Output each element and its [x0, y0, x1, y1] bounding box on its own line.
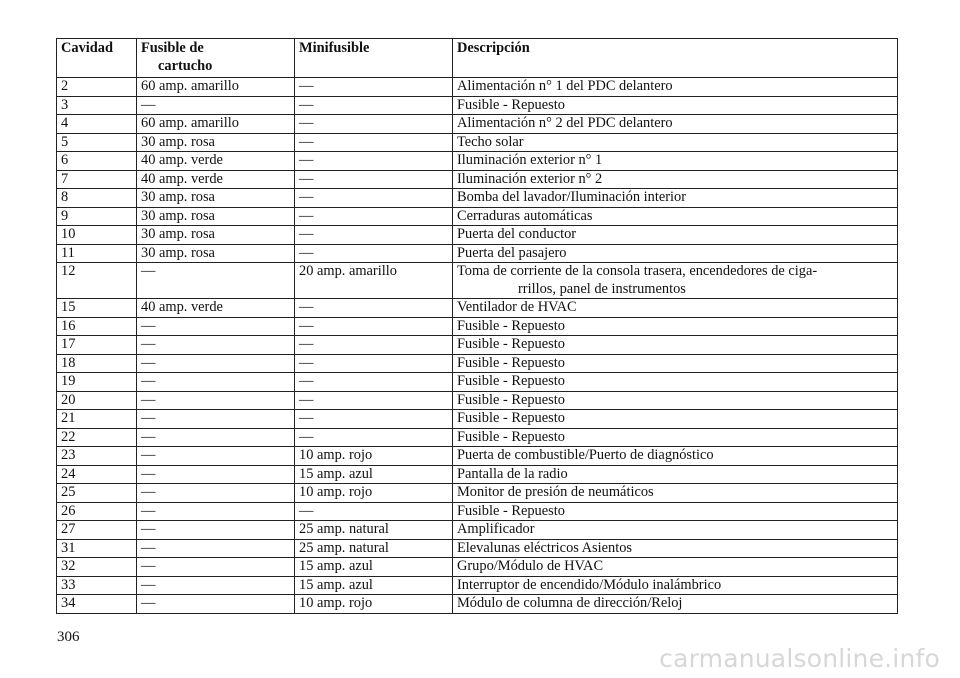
cell-minifusible: 15 amp. azul	[295, 576, 453, 595]
cell-minifusible: —	[295, 189, 453, 208]
cell-descripcion	[453, 263, 898, 299]
cell-minifusible: —	[295, 317, 453, 336]
cell-minifusible: —	[295, 336, 453, 355]
cell-minifusible: —	[295, 391, 453, 410]
cell-minifusible: —	[295, 428, 453, 447]
cell-cavidad: 31	[57, 539, 137, 558]
cell-fusible-cartucho: —	[137, 576, 295, 595]
cell-descripcion: Fusible - Repuesto	[453, 502, 898, 521]
table-row	[57, 447, 898, 466]
cell-cavidad: 6	[57, 152, 137, 171]
table-row	[57, 115, 898, 134]
cell-cavidad: 19	[57, 373, 137, 392]
cell-minifusible: —	[295, 96, 453, 115]
cell-minifusible: —	[295, 502, 453, 521]
table-row	[57, 152, 898, 171]
cell-cavidad: 7	[57, 170, 137, 189]
cell-cavidad: 24	[57, 465, 137, 484]
cell-minifusible: —	[295, 299, 453, 318]
cell-minifusible: 15 amp. azul	[295, 558, 453, 577]
header-descripcion: Descripción	[453, 39, 898, 78]
table-row	[57, 373, 898, 392]
table-row	[57, 133, 898, 152]
cell-fusible-cartucho: —	[137, 336, 295, 355]
cell-minifusible: —	[295, 226, 453, 245]
header-fusible-line1: Fusible de	[141, 40, 204, 56]
cell-descripcion: Iluminación exterior n° 2	[453, 170, 898, 189]
cell-minifusible: —	[295, 152, 453, 171]
cell-descripcion: Fusible - Repuesto	[453, 373, 898, 392]
cell-fusible-cartucho: 30 amp. rosa	[137, 226, 295, 245]
cell-descripcion: Monitor de presión de neumáticos	[453, 484, 898, 503]
cell-descripcion: Puerta del conductor	[453, 226, 898, 245]
cell-minifusible: —	[295, 115, 453, 134]
cell-minifusible: —	[295, 244, 453, 263]
cell-cavidad: 11	[57, 244, 137, 263]
cell-descripcion: Interruptor de encendido/Módulo inalámbrico	[453, 576, 898, 595]
table-row	[57, 244, 898, 263]
cell-descripcion: Fusible - Repuesto	[453, 336, 898, 355]
cell-cavidad: 25	[57, 484, 137, 503]
cell-fusible-cartucho: 30 amp. rosa	[137, 207, 295, 226]
cell-minifusible: —	[295, 354, 453, 373]
cell-descripcion: Elevalunas eléctricos Asientos	[453, 539, 898, 558]
cell-minifusible: 25 amp. natural	[295, 539, 453, 558]
watermark: carmanualsonline.info	[659, 644, 940, 673]
cell-minifusible: —	[295, 410, 453, 429]
cell-cavidad: 23	[57, 447, 137, 466]
cell-cavidad: 32	[57, 558, 137, 577]
table-row	[57, 410, 898, 429]
cell-fusible-cartucho: 30 amp. rosa	[137, 133, 295, 152]
cell-cavidad: 34	[57, 595, 137, 614]
table-row	[57, 521, 898, 540]
cell-fusible-cartucho: 40 amp. verde	[137, 299, 295, 318]
cell-cavidad: 17	[57, 336, 137, 355]
cell-fusible-cartucho: 30 amp. rosa	[137, 189, 295, 208]
cell-descripcion: Fusible - Repuesto	[453, 391, 898, 410]
cell-minifusible: 10 amp. rojo	[295, 595, 453, 614]
cell-fusible-cartucho: —	[137, 521, 295, 540]
cell-descripcion: Puerta del pasajero	[453, 244, 898, 263]
cell-descripcion: Cerraduras automáticas	[453, 207, 898, 226]
fuse-table	[56, 38, 898, 614]
cell-fusible-cartucho: —	[137, 428, 295, 447]
table-row	[57, 502, 898, 521]
cell-cavidad: 12	[57, 263, 137, 299]
table-row	[57, 336, 898, 355]
header-cavidad: Cavidad	[57, 39, 137, 78]
cell-cavidad: 26	[57, 502, 137, 521]
table-body	[57, 78, 898, 614]
cell-cavidad: 9	[57, 207, 137, 226]
table-row	[57, 299, 898, 318]
cell-minifusible: 10 amp. rojo	[295, 447, 453, 466]
cell-fusible-cartucho: —	[137, 263, 295, 299]
cell-minifusible: —	[295, 373, 453, 392]
cell-fusible-cartucho: —	[137, 558, 295, 577]
cell-cavidad: 33	[57, 576, 137, 595]
cell-descripcion: Iluminación exterior n° 1	[453, 152, 898, 171]
cell-fusible-cartucho: —	[137, 373, 295, 392]
cell-descripcion: Fusible - Repuesto	[453, 428, 898, 447]
cell-minifusible: 10 amp. rojo	[295, 484, 453, 503]
cell-cavidad: 15	[57, 299, 137, 318]
descripcion-line1: Toma de corriente de la consola trasera, encendedores de ciga-	[457, 263, 818, 279]
table-row	[57, 189, 898, 208]
table-row	[57, 354, 898, 373]
cell-fusible-cartucho: 60 amp. amarillo	[137, 115, 295, 134]
cell-fusible-cartucho: 30 amp. rosa	[137, 244, 295, 263]
cell-minifusible: 25 amp. natural	[295, 521, 453, 540]
cell-fusible-cartucho: —	[137, 354, 295, 373]
table-row	[57, 263, 898, 299]
table-row	[57, 391, 898, 410]
cell-cavidad: 2	[57, 78, 137, 97]
cell-fusible-cartucho: —	[137, 465, 295, 484]
cell-minifusible: 15 amp. azul	[295, 465, 453, 484]
cell-descripcion: Fusible - Repuesto	[453, 96, 898, 115]
table-row	[57, 96, 898, 115]
table-row	[57, 207, 898, 226]
table-row	[57, 576, 898, 595]
table-row	[57, 428, 898, 447]
cell-cavidad: 8	[57, 189, 137, 208]
cell-fusible-cartucho: 40 amp. verde	[137, 170, 295, 189]
cell-fusible-cartucho: —	[137, 410, 295, 429]
cell-minifusible: —	[295, 207, 453, 226]
cell-descripcion: Módulo de columna de dirección/Reloj	[453, 595, 898, 614]
cell-descripcion: Grupo/Módulo de HVAC	[453, 558, 898, 577]
table-row	[57, 226, 898, 245]
cell-descripcion: Pantalla de la radio	[453, 465, 898, 484]
cell-cavidad: 20	[57, 391, 137, 410]
cell-fusible-cartucho: —	[137, 595, 295, 614]
cell-descripcion: Amplificador	[453, 521, 898, 540]
cell-descripcion: Puerta de combustible/Puerto de diagnóstico	[453, 447, 898, 466]
cell-descripcion: Fusible - Repuesto	[453, 410, 898, 429]
cell-fusible-cartucho: —	[137, 539, 295, 558]
cell-cavidad: 21	[57, 410, 137, 429]
descripcion-line2: rrillos, panel de instrumentos	[518, 280, 686, 297]
table-row	[57, 595, 898, 614]
cell-fusible-cartucho: —	[137, 502, 295, 521]
table-row	[57, 484, 898, 503]
cell-descripcion: Techo solar	[453, 133, 898, 152]
cell-fusible-cartucho: —	[137, 96, 295, 115]
header-fusible-cartucho	[137, 39, 295, 78]
table-row	[57, 78, 898, 97]
cell-minifusible: 20 amp. amarillo	[295, 263, 453, 299]
cell-descripcion: Bomba del lavador/Iluminación interior	[453, 189, 898, 208]
cell-fusible-cartucho: 60 amp. amarillo	[137, 78, 295, 97]
cell-fusible-cartucho: —	[137, 484, 295, 503]
cell-descripcion: Fusible - Repuesto	[453, 354, 898, 373]
table-header-row	[57, 39, 898, 78]
cell-cavidad: 3	[57, 96, 137, 115]
header-minifusible: Minifusible	[295, 39, 453, 78]
table-row	[57, 465, 898, 484]
cell-cavidad: 27	[57, 521, 137, 540]
cell-fusible-cartucho: —	[137, 447, 295, 466]
table-row	[57, 558, 898, 577]
cell-cavidad: 10	[57, 226, 137, 245]
cell-descripcion: Fusible - Repuesto	[453, 317, 898, 336]
cell-cavidad: 16	[57, 317, 137, 336]
cell-descripcion: Alimentación n° 1 del PDC delantero	[453, 78, 898, 97]
cell-descripcion: Ventilador de HVAC	[453, 299, 898, 318]
cell-minifusible: —	[295, 78, 453, 97]
table-row	[57, 539, 898, 558]
header-fusible-line2: cartucho	[158, 57, 213, 74]
cell-fusible-cartucho: —	[137, 391, 295, 410]
page-number: 306	[57, 629, 80, 645]
cell-minifusible: —	[295, 133, 453, 152]
cell-fusible-cartucho: —	[137, 317, 295, 336]
cell-cavidad: 4	[57, 115, 137, 134]
cell-minifusible: —	[295, 170, 453, 189]
cell-fusible-cartucho: 40 amp. verde	[137, 152, 295, 171]
cell-cavidad: 18	[57, 354, 137, 373]
cell-cavidad: 22	[57, 428, 137, 447]
cell-cavidad: 5	[57, 133, 137, 152]
table-row	[57, 170, 898, 189]
table-row	[57, 317, 898, 336]
cell-descripcion: Alimentación n° 2 del PDC delantero	[453, 115, 898, 134]
